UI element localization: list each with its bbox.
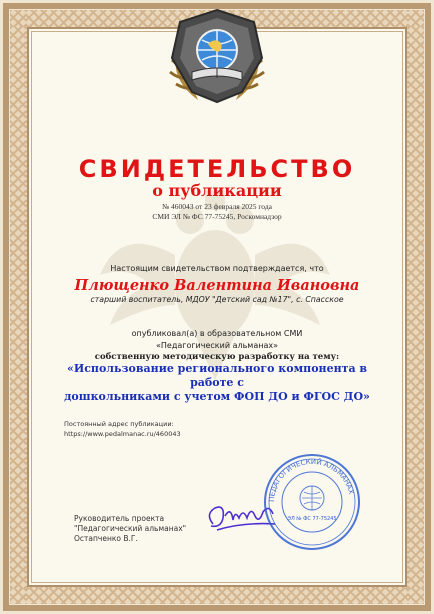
head-title: Руководитель проекта xyxy=(74,514,165,523)
globe-and-book-emblem-icon xyxy=(158,8,276,110)
svg-text:ПЕДАГОГИЧЕСКИЙ АЛЬМАНАХ xyxy=(268,457,355,502)
round-seal-stamp-icon xyxy=(262,452,362,552)
certificate-title: СВИДЕТЕЛЬСТВО xyxy=(78,155,356,183)
registration-info xyxy=(0,202,434,222)
topic-line-2: дошкольниками с учетом ФОП ДО и ФГОС ДО» xyxy=(64,390,370,403)
head-project: "Педагогический альманах" xyxy=(74,524,187,533)
head-name: Остапченко В.Г. xyxy=(74,534,138,543)
publication-url[interactable]: https://www.pedalmanac.ru/460043 xyxy=(64,430,181,438)
published-text: опубликовал(а) в образовательном СМИ xyxy=(131,329,303,338)
media-license: СМИ ЭЛ № ФС 77-75245, Роскомнадзор xyxy=(152,212,282,221)
recipient-name: Плющенко Валентина Ивановна xyxy=(74,277,360,294)
address-label: Постоянный адрес публикации: xyxy=(64,420,174,428)
development-text: собственную методическую разработку на тему: xyxy=(94,352,340,362)
stamp-center-text: ЭЛ № ФС 77-75245 xyxy=(287,516,337,522)
certificate-subtitle: о публикации xyxy=(152,181,282,200)
registration-number: № 460043 от 23 февраля 2025 года xyxy=(162,202,272,211)
recipient-position: старший воспитатель, МДОУ "Детский сад №17", с. Спасское xyxy=(90,295,344,304)
media-name: «Педагогический альманах» xyxy=(155,341,278,350)
confirm-text: Настоящим свидетельством подтверждается, что xyxy=(110,264,324,273)
publication-topic xyxy=(0,362,434,404)
topic-line-1: «Использование регионального компонента в работе с xyxy=(66,362,368,389)
stamp-ring-text: ПЕДАГОГИЧЕСКИЙ АЛЬМАНАХ xyxy=(267,457,356,503)
